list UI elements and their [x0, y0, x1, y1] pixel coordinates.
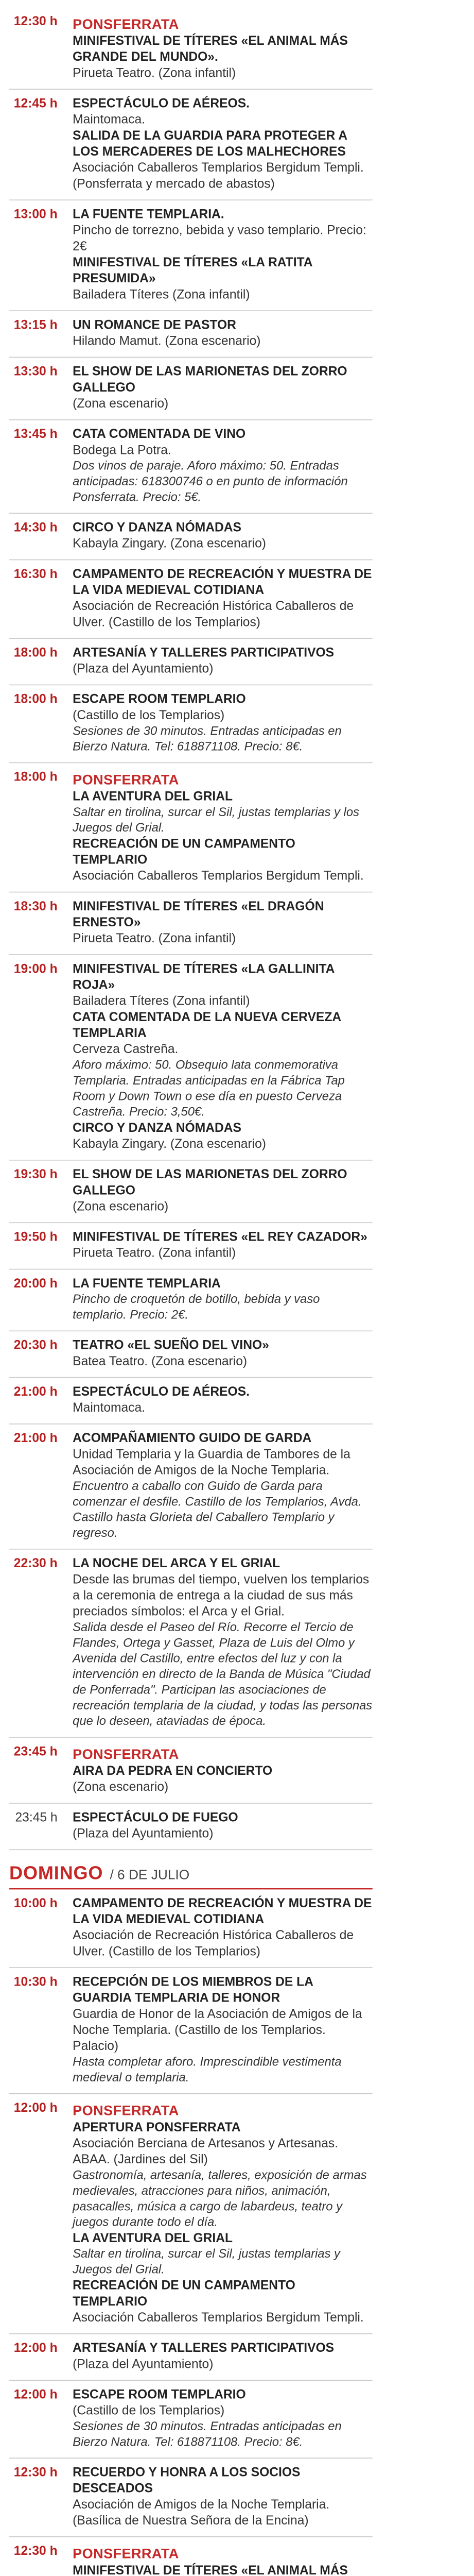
- event-title: MINIFESTIVAL DE TÍTERES «LA GALLINITA ROJA»: [73, 961, 335, 992]
- event-description: Sesiones de 30 minutos. Entradas anticipadas en Bierzo Natura. Tel: 618871108. Precio: 8€.: [73, 724, 342, 754]
- event-title: CAMPAMENTO DE RECREACIÓN Y MUESTRA DE LA VIDA MEDIEVAL COTIDIANA: [73, 567, 372, 597]
- event-title: SALIDA DE LA GUARDIA PARA PROTEGER A LOS MERCADERES DE LOS MALHECHORES: [73, 128, 347, 159]
- event-time: 22:30 h: [13, 1556, 58, 1570]
- event-content: [73, 2100, 373, 2326]
- event-time: 13:30 h: [13, 364, 58, 379]
- event-content: [73, 1430, 373, 1541]
- event-time: 12:00 h: [13, 2387, 58, 2402]
- event-detail: Maintomaca.: [73, 1400, 146, 1415]
- event-title: ESPECTÁCULO DE AÉREOS.: [73, 96, 250, 111]
- event-description: Saltar en tirolina, surcar el Sil, justas templarias y los Juegos del Grial.: [73, 805, 359, 835]
- event-description: Gastronomía, artesanía, talleres, exposición de armas medievales, atracciones para niños, animación, pasacalles, música a cargo de labardeus, teatro y juegos durante todo el día.: [73, 2168, 367, 2229]
- event-description: Aforo máximo: 50. Obsequio lata conmemorativa Templaria. Entradas anticipadas en la Fábrica Tap Room y Down Town o ese día en puesto Cerveza Castreña. Precio: 3,50€.: [73, 1058, 345, 1119]
- event-time: 19:00 h: [13, 961, 58, 976]
- event-title: ESCAPE ROOM TEMPLARIO: [73, 692, 246, 706]
- event-time: 10:30 h: [13, 1975, 58, 1989]
- event-title: AIRA DA PEDRA EN CONCIERTO: [73, 1764, 273, 1778]
- event-time: 18:30 h: [13, 899, 58, 913]
- event-description: Saltar en tirolina, surcar el Sil, justas templarias y Juegos del Grial.: [73, 2247, 340, 2277]
- event-title: ESPECTÁCULO DE FUEGO: [73, 1810, 238, 1825]
- event-row: [9, 420, 373, 514]
- event-title: TEATRO «EL SUEÑO DEL VINO»: [73, 1338, 269, 1352]
- event-row: [9, 90, 373, 200]
- event-row: [9, 1331, 373, 1378]
- event-row: [9, 8, 373, 90]
- event-title: MINIFESTIVAL DE TÍTERES «EL DRAGÓN ERNESTO»: [73, 899, 324, 929]
- event-content: [73, 1166, 373, 1215]
- event-description: Sesiones de 30 minutos. Entradas anticipadas en Bierzo Natura. Tel: 618871108. Precio: 8€.: [73, 2419, 342, 2449]
- event-content: [73, 206, 373, 302]
- event-row: [9, 639, 373, 685]
- event-title: LA FUENTE TEMPLARIA.: [73, 207, 224, 222]
- event-description: Dos vinos de paraje. Aforo máximo: 50. Entradas anticipadas: 618300746 o en punto de información Ponsferrata. Precio: 5€.: [73, 459, 348, 504]
- event-row: [9, 1738, 373, 1804]
- event-time: 18:00 h: [13, 646, 58, 660]
- event-content: [73, 1229, 373, 1261]
- event-content: [73, 1895, 373, 1960]
- event-title: MINIFESTIVAL DE TÍTERES «LA RATITA PRESUMIDA»: [73, 255, 312, 285]
- event-detail: (Plaza del Ayuntamiento): [73, 662, 214, 676]
- event-title: LA AVENTURA DEL GRIAL: [73, 2231, 233, 2245]
- event-detail: Pirueta Teatro. (Zona infantil): [73, 1246, 236, 1260]
- event-detail: Asociación Caballeros Templarios Bergidum Templi. (Ponsferrata y mercado de abastos): [73, 160, 364, 191]
- event-title: LA FUENTE TEMPLARIA: [73, 1276, 221, 1291]
- event-title: CATA COMENTADA DE LA NUEVA CERVEZA TEMPLARIA: [73, 1010, 341, 1040]
- event-time: 14:30 h: [13, 520, 58, 535]
- venue-heading: PONSFERRATA: [73, 2546, 179, 2562]
- event-title: CIRCO Y DANZA NÓMADAS: [73, 520, 241, 535]
- event-content: [73, 317, 373, 349]
- event-row: [9, 2334, 373, 2381]
- event-detail: Bodega La Potra.: [73, 443, 171, 457]
- event-content: [73, 2543, 373, 2576]
- event-time: 23:45 h: [15, 1810, 58, 1825]
- event-row: [9, 2537, 373, 2576]
- event-row: [9, 2094, 373, 2334]
- event-time: 12:30 h: [13, 2544, 58, 2558]
- event-content: [73, 13, 373, 81]
- event-content: [73, 961, 373, 1152]
- day-heading: [9, 1854, 373, 1889]
- event-description: Pincho de croquetón de botillo, bebida y vaso templario. Precio: 2€.: [73, 1292, 320, 1322]
- event-detail: Bailadera Títeres (Zona infantil): [73, 287, 250, 302]
- event-title: LA AVENTURA DEL GRIAL: [73, 789, 233, 804]
- event-detail: Asociación de Recreación Histórica Caballeros de Ulver. (Castillo de los Templarios): [73, 599, 354, 630]
- event-content: [73, 2386, 373, 2450]
- event-detail: (Castillo de los Templarios): [73, 2403, 225, 2418]
- event-detail: (Castillo de los Templarios): [73, 708, 225, 722]
- event-detail: Maintomaca.: [73, 112, 146, 127]
- event-detail: Bailadera Títeres (Zona infantil): [73, 994, 250, 1008]
- event-detail: Asociación Caballeros Templarios Bergidum Templi.: [73, 869, 364, 883]
- event-row: [9, 358, 373, 420]
- event-time: 19:30 h: [13, 1167, 58, 1181]
- event-title: CATA COMENTADA DE VINO: [73, 427, 246, 441]
- event-content: [73, 645, 373, 676]
- venue-heading: PONSFERRATA: [73, 1746, 179, 1762]
- event-title: MINIFESTIVAL DE TÍTERES «EL ANIMAL MÁS GRANDE DEL MUNDO».: [73, 33, 348, 64]
- event-time: 18:00 h: [13, 770, 58, 784]
- event-row: [9, 1223, 373, 1269]
- event-content: [73, 691, 373, 755]
- event-row: [9, 685, 373, 763]
- event-detail: Kabayla Zingary. (Zona escenario): [73, 536, 266, 551]
- event-row: [9, 955, 373, 1161]
- event-row: [9, 514, 373, 560]
- event-time: 12:30 h: [13, 2465, 58, 2480]
- event-title: EL SHOW DE LAS MARIONETAS DEL ZORRO GALLEGO: [73, 1167, 347, 1198]
- event-time: 13:00 h: [13, 207, 58, 222]
- event-content: [73, 364, 373, 412]
- event-row: [9, 1425, 373, 1550]
- event-detail: Asociación Berciana de Artesanos y Artesanas. ABAA. (Jardines del Sil): [73, 2136, 339, 2166]
- venue-heading: PONSFERRATA: [73, 771, 179, 788]
- event-time: 13:15 h: [13, 318, 58, 332]
- event-detail: Asociación Caballeros Templarios Bergidum Templi.: [73, 2310, 364, 2325]
- event-time: 16:30 h: [13, 567, 58, 581]
- event-title: ARTESANÍA Y TALLERES PARTICIPATIVOS: [73, 646, 335, 660]
- event-detail: Batea Teatro. (Zona escenario): [73, 1354, 248, 1368]
- event-time: 18:00 h: [13, 692, 58, 706]
- event-title: RECEPCIÓN DE LOS MIEMBROS DE LA GUARDIA TEMPLARIA DE HONOR: [73, 1975, 313, 2005]
- event-time: 12:45 h: [13, 96, 58, 111]
- event-detail: Desde las brumas del tiempo, vuelven los templarios a la ceremonia de entrega a la ciudad de sus más preciados símbolos: el Arca y el Grial.: [73, 1572, 370, 1619]
- event-content: [73, 899, 373, 947]
- event-detail: (Zona escenario): [73, 1780, 169, 1794]
- event-detail: (Zona escenario): [73, 396, 169, 411]
- event-content: [73, 1974, 373, 2086]
- event-title: ARTESANÍA Y TALLERES PARTICIPATIVOS: [73, 2341, 335, 2355]
- event-row: [9, 1378, 373, 1424]
- event-time: 10:00 h: [13, 1896, 58, 1910]
- event-detail: Pirueta Teatro. (Zona infantil): [73, 931, 236, 945]
- event-description: Encuentro a caballo con Guido de Garda para comenzar el desfile. Castillo de los Templarios, Avda. Castillo hasta Glorieta del Caballero Templario y regreso.: [73, 1479, 362, 1540]
- event-time: 13:45 h: [13, 427, 58, 441]
- event-detail: Asociación de Amigos de la Noche Templaria. (Basílica de Nuestra Señora de la Encina): [73, 2497, 330, 2528]
- event-row: [9, 1161, 373, 1223]
- event-title: ESPECTÁCULO DE AÉREOS.: [73, 1384, 250, 1399]
- event-title: RECREACIÓN DE UN CAMPAMENTO TEMPLARIO: [73, 2278, 295, 2309]
- event-row: [9, 311, 373, 358]
- event-row: [9, 2459, 373, 2537]
- event-content: [73, 1276, 373, 1323]
- event-time: 12:00 h: [13, 2100, 58, 2115]
- event-time: 19:50 h: [13, 1230, 58, 1244]
- event-content: [73, 2464, 373, 2529]
- event-title: UN ROMANCE DE PASTOR: [73, 318, 236, 332]
- event-title: LA NOCHE DEL ARCA Y EL GRIAL: [73, 1556, 280, 1570]
- event-detail: Pincho de torrezno, bebida y vaso templario. Precio: 2€: [73, 223, 366, 253]
- event-title: ESCAPE ROOM TEMPLARIO: [73, 2387, 246, 2402]
- event-time: 12:30 h: [13, 14, 58, 28]
- event-content: [73, 1337, 373, 1369]
- event-content: [73, 520, 373, 552]
- event-row: [9, 1550, 373, 1738]
- event-content: [73, 566, 373, 631]
- event-detail: Guardia de Honor de la Asociación de Amigos de la Noche Templaria. (Castillo de los Templarios. Palacio): [73, 2007, 362, 2053]
- event-row: [9, 1889, 373, 1968]
- event-row: [9, 1269, 373, 1331]
- event-row: [9, 560, 373, 639]
- event-content: [73, 426, 373, 505]
- event-description: Hasta completar aforo. Imprescindible vestimenta medieval o templaria.: [73, 2055, 342, 2084]
- event-title: EL SHOW DE LAS MARIONETAS DEL ZORRO GALLEGO: [73, 364, 347, 395]
- day-date: / 6 DE JULIO: [110, 1867, 190, 1883]
- event-title: CAMPAMENTO DE RECREACIÓN Y MUESTRA DE LA VIDA MEDIEVAL COTIDIANA: [73, 1896, 372, 1926]
- event-row: [9, 200, 373, 311]
- event-description: Salida desde el Paseo del Río. Recorre el Tercio de Flandes, Ortega y Gasset, Plaza de Luis del Olmo y Avenida del Castillo, entre efectos del luz y con la intervención en directo de la Banda de Música "Ciudad de Ponferrada". Participan las asociaciones de recreación templaria de la ciudad, y todas las personas que lo deseen, ataviadas de época.: [73, 1620, 373, 1728]
- event-content: [73, 95, 373, 192]
- event-detail: Kabayla Zingary. (Zona escenario): [73, 1137, 266, 1151]
- event-content: [73, 1555, 373, 1729]
- event-title: MINIFESTIVAL DE TÍTERES «EL REY CAZADOR»: [73, 1230, 367, 1244]
- event-detail: Cerveza Castreña.: [73, 1042, 179, 1056]
- event-title: CIRCO Y DANZA NÓMADAS: [73, 1121, 241, 1135]
- event-detail: (Plaza del Ayuntamiento): [73, 2357, 214, 2371]
- event-time: 23:45 h: [13, 1744, 58, 1759]
- event-row: [9, 892, 373, 955]
- event-content: [73, 1384, 373, 1416]
- event-content: [73, 2340, 373, 2372]
- event-detail: Unidad Templaria y la Guardia de Tambores de la Asociación de Amigos de la Noche Templaria.: [73, 1447, 350, 1478]
- program-list: [9, 0, 373, 2576]
- event-detail: Pirueta Teatro. (Zona infantil): [73, 66, 236, 80]
- event-row: [9, 2381, 373, 2459]
- day-name: DOMINGO: [9, 1862, 103, 1884]
- venue-heading: PONSFERRATA: [73, 16, 179, 32]
- event-time: 20:30 h: [13, 1338, 58, 1352]
- event-title: ACOMPAÑAMIENTO GUIDO DE GARDA: [73, 1431, 312, 1445]
- event-detail: (Zona escenario): [73, 1199, 169, 1214]
- event-title: APERTURA PONSFERRATA: [73, 2120, 241, 2134]
- event-content: [73, 1809, 373, 1841]
- event-detail: Hilando Mamut. (Zona escenario): [73, 334, 261, 348]
- event-time: 21:00 h: [13, 1431, 58, 1445]
- event-time: 21:00 h: [13, 1384, 58, 1399]
- event-detail: (Plaza del Ayuntamiento): [73, 1826, 214, 1841]
- event-content: [73, 769, 373, 884]
- event-title: MINIFESTIVAL DE TÍTERES «EL ANIMAL MÁS: [73, 2563, 348, 2576]
- event-row: [9, 763, 373, 892]
- event-title: RECREACIÓN DE UN CAMPAMENTO TEMPLARIO: [73, 837, 295, 867]
- event-title: RECUERDO Y HONRA A LOS SOCIOS DESCEADOS: [73, 2465, 301, 2496]
- event-time: 12:00 h: [13, 2341, 58, 2355]
- event-row: [9, 1968, 373, 2094]
- event-content: [73, 1743, 373, 1795]
- venue-heading: PONSFERRATA: [73, 2102, 179, 2119]
- event-time: 20:00 h: [13, 1276, 58, 1291]
- event-detail: Asociación de Recreación Histórica Caballeros de Ulver. (Castillo de los Templarios): [73, 1928, 354, 1959]
- event-row: [9, 1804, 373, 1850]
